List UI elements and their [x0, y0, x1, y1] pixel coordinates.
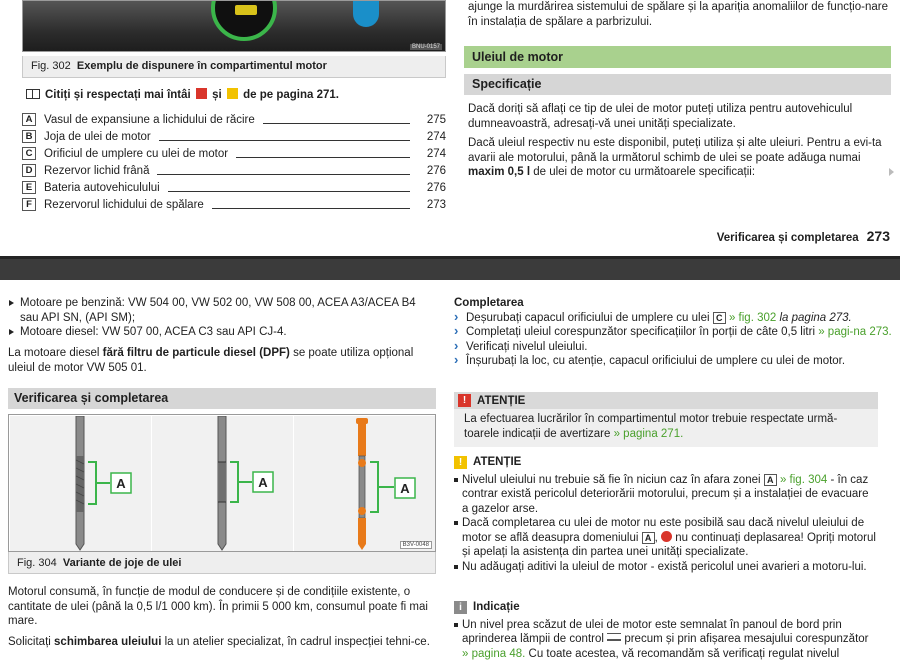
info-item: Un nivel prea scăzut de ulei de motor este semnalat în panoul de bord prin aprinderea lămpii de control precum și prin afișarea mesajului corespunzător » pagina 48. Cu toate acestea, vă recomandăm să verificați regulat nivelul	[454, 618, 878, 660]
legend-label: Orificiul de umplere cu ulei de motor	[44, 147, 229, 160]
legend-page-ref[interactable]: 274	[426, 147, 446, 160]
figure-304-caption: Fig. 304 Variante de joje de ulei	[8, 552, 436, 574]
warning-red-icon	[196, 88, 207, 99]
spec-paragraph-2: Dacă uleiul respectiv nu este disponibil, puteți utiliza și alte uleiuri. Pentru a evi-ta avarii ale motorului, până la următorul schimb de ulei se poate adăuga numai maxim 0,5 l de ulei de motor cu următoarele specificații:	[468, 137, 882, 178]
dpf-paragraph: La motoare diesel fără filtru de particule diesel (DPF) se poate utiliza opțional uleiul de motor VW 505 01.	[8, 347, 414, 374]
oil-consumption-text	[8, 585, 436, 655]
consumption-paragraph: Motorul consumă, în funcție de modul de conducere și de condițiile existente, o cantitate de ulei (până la 0,5 l/1 000 km). În primii 5 000 km, consumul poate fi mai mare.	[8, 586, 428, 627]
legend-key: A	[22, 113, 36, 126]
subsection-title-spec: Specificație	[464, 74, 891, 95]
component-legend	[22, 111, 446, 213]
dipstick-variant-3	[294, 416, 435, 551]
spec-text	[468, 102, 892, 185]
legend-key: B	[22, 130, 36, 143]
attention-item-1: Nivelul uleiului nu trebuie să fie în niciun caz în afara zonei A » fig. 304 - în caz contrar există pericolul deteriorării motorului, precum și a instalației de evacuare a gazelor arse.	[454, 473, 878, 517]
link-page273[interactable]: » pagi-na 273.	[818, 326, 892, 338]
legend-key: E	[22, 181, 36, 194]
info-icon: i	[454, 601, 467, 614]
washer-cap	[353, 1, 379, 27]
attention-item-3: Nu adăugați aditivi la uleiul de motor - există pericolul unei avarieri a motoru-lui.	[454, 560, 878, 575]
spec-paragraph-1: Dacă doriți să aflați ce tip de ulei de motor puteți utiliza pentru autovehiculul dumneavoastră, adresați-vă unei unități specializate.	[468, 103, 853, 130]
dipstick-variant-1	[10, 416, 151, 551]
level-label-a: A	[116, 476, 126, 491]
completion-title: Completarea	[454, 297, 524, 309]
legend-key: F	[22, 198, 36, 211]
legend-label: Rezervor lichid frână	[44, 164, 150, 177]
warning-red-icon: !	[458, 394, 471, 407]
level-label-a: A	[400, 481, 410, 496]
step-3: › Verificați nivelul uleiului.	[454, 340, 892, 355]
legend-leader-line	[159, 133, 410, 141]
legend-leader-line	[168, 184, 410, 192]
legend-page-ref[interactable]: 276	[426, 164, 446, 177]
key-c: C	[713, 312, 726, 324]
attention-box-1: ! ATENȚIE La efectuarea lucrărilor în compartimentul motor trebuie respectate urmă-toarele indicații de avertizare » pagina 271.	[454, 392, 878, 447]
legend-key: D	[22, 164, 36, 177]
legend-label: Vasul de expansiune a lichidului de răcire	[44, 113, 255, 126]
figure-code: B3V-0048	[400, 541, 432, 549]
book-icon	[26, 89, 40, 99]
legend-page-ref[interactable]: 276	[426, 181, 446, 194]
legend-row	[22, 145, 446, 162]
link-page48[interactable]: » pagina 48.	[462, 647, 526, 660]
step-1: › Deșurubați capacul orificiului de umplere cu ulei C » fig. 302 la pagina 273.	[454, 311, 892, 326]
legend-row	[22, 162, 446, 179]
figure-302-caption: Fig. 302 Exemplu de dispunere în compartimentul motor	[22, 56, 446, 78]
legend-key: C	[22, 147, 36, 160]
page-footer: Verificarea și completarea 273	[716, 228, 890, 244]
key-a: A	[764, 474, 777, 486]
oil-can-icon	[235, 5, 257, 15]
bullet-petrol: Motoare pe benzină: VW 504 00, VW 502 00, VW 508 00, ACEA A3/ACEA B4 sau API SN, (API SM);	[8, 296, 436, 325]
page-number: 273	[866, 228, 890, 244]
attention-box-2: ! ATENȚIE Nivelul uleiului nu trebuie să fie în niciun caz în afara zonei A » fig. 304 - în caz contrar există pericolul deteriorării motorului, precum și a instalației de evacuare a gazelor arse. Dacă completarea cu ulei de motor nu este posibilă sau dacă nivelul uleiului de motor se află deasupra domeniului A , nu continuați deplasarea! Opriți motorul și apelați la asistența din partea unei unități specializate. Nu adăugați aditivi la uleiul de motor - există pericolul unei avarieri a motoru-lui.	[454, 455, 878, 574]
figure-code: BNU-0157	[411, 44, 440, 50]
legend-leader-line	[236, 150, 410, 158]
level-label-a: A	[258, 475, 268, 490]
section-title-check: Verificarea și completarea	[8, 388, 436, 409]
key-a: A	[642, 532, 655, 544]
attention-item-2: Dacă completarea cu ulei de motor nu este posibilă sau dacă nivelul uleiului de motor se află deasupra domeniului A , nu continuați deplasarea! Opriți motorul și apelați la asistența din partea unei unități specializate.	[454, 516, 878, 560]
washer-text: ajunge la murdărirea sistemului de spălare și la apariția anomaliilor de funcțio-nare în instalația de spălare a parbrizului.	[468, 1, 888, 28]
continue-arrow-icon	[889, 168, 894, 176]
legend-label: Rezervorul lichidului de spălare	[44, 198, 204, 211]
legend-page-ref[interactable]: 274	[426, 130, 446, 143]
legend-row	[22, 179, 446, 196]
link-fig304[interactable]: » fig. 304	[779, 473, 828, 486]
link-page271[interactable]: » pagina 271.	[613, 427, 684, 440]
read-first-note: Citiți și respectați mai întâi și de pe pagina 271.	[26, 88, 339, 101]
warning-yellow-icon	[227, 88, 238, 99]
legend-page-ref[interactable]: 273	[426, 198, 446, 211]
legend-label: Joja de ulei de motor	[44, 130, 151, 143]
oil-lamp-icon	[607, 633, 621, 641]
link-fig302[interactable]: » fig. 302	[728, 311, 777, 324]
step-2: › Completați uleiul corespunzător specificațiilor în porții de câte 0,5 litri » pagi-na 273.	[454, 325, 892, 340]
figure-302-engine-image	[22, 0, 446, 52]
legend-page-ref[interactable]: 275	[426, 113, 446, 126]
bullet-diesel: Motoare diesel: VW 507 00, ACEA C3 sau API CJ-4.	[8, 325, 436, 340]
step-4: › Înșurubați la loc, cu atenție, capacul orificiului de umplere cu ulei de motor.	[454, 354, 892, 369]
legend-row	[22, 196, 446, 213]
stop-icon	[661, 531, 672, 542]
section-title-oil: Uleiul de motor	[464, 46, 891, 68]
info-box: i Indicație Un nivel prea scăzut de ulei de motor este semnalat în panoul de bord prin aprinderea lămpii de control precum și prin afișarea mesajului corespunzător » pagina 48. Cu toate acestea, vă recomandăm să verificați regulat nivelul	[454, 600, 878, 660]
legend-row	[22, 111, 446, 128]
oil-change-paragraph: Solicitați schimbarea uleiului la un atelier specializat, în cadrul inspecției tehni-ce.	[8, 635, 430, 648]
warning-yellow-icon: !	[454, 456, 467, 469]
legend-leader-line	[212, 201, 410, 209]
legend-row	[22, 128, 446, 145]
page-separator	[0, 256, 900, 280]
legend-label: Bateria autovehiculului	[44, 181, 160, 194]
completion-steps	[454, 296, 892, 369]
legend-leader-line	[263, 116, 410, 124]
figure-304-dipsticks	[8, 414, 436, 552]
oil-spec-bullets	[8, 296, 436, 340]
dipstick-variant-2	[152, 416, 293, 551]
legend-leader-line	[157, 167, 410, 175]
